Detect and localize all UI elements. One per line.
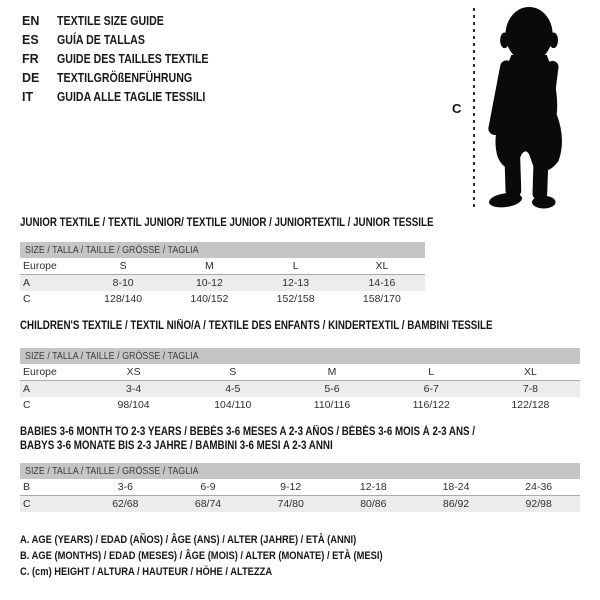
value-cell: 7-8 [522,383,538,395]
row-label-cell: B [23,481,31,493]
value-cell: 122/128 [511,399,550,411]
value-cell: L [292,260,299,272]
table-row [20,258,425,275]
value-cell: 24-36 [525,481,553,493]
babies-table-title-line2: BABYS 3-6 MONATE BIS 2-3 JAHRE / BAMBINI 3-6 MESI A 2-3 ANNI [20,439,333,452]
value-cell: 152/158 [276,293,315,305]
junior-table-title-text: JUNIOR TEXTILE / TEXTIL JUNIOR/ TEXTILE JUNIOR / JUNIORTEXTIL / JUNIOR TESSILE [20,217,434,229]
value-cell: L [428,366,435,378]
note-age-months-text: B. AGE (MONTHS) / EDAD (MESES) / ÂGE (MOIS) / ALTER (MONATE) / ETÀ (MESI) [20,550,383,562]
table-row [20,291,425,307]
value-cell: 98/104 [117,399,150,411]
height-measure-line [473,8,475,208]
lang-row-de [22,69,235,88]
measurement-notes [20,532,447,580]
children-size-table [20,348,580,413]
value-cell: 68/74 [194,498,222,510]
babies-size-table [20,463,580,512]
baby-silhouette-icon [478,4,588,210]
children-table-title-text: CHILDREN'S TEXTILE / TEXTIL NIÑO/A / TEXTILE DES ENFANTS / KINDERTEXTIL / BAMBINI TESSILE [20,320,493,332]
value-cell: 92/98 [525,498,552,510]
value-cell: 3-4 [126,383,142,395]
value-cell: S [229,366,237,378]
note-age-months [20,548,447,564]
value-cell: 74/80 [277,498,304,510]
value-cell: 3-6 [117,481,133,493]
value-cell: M [205,260,214,272]
note-height-cm-text: C. (cm) HEIGHT / ALTURA / HAUTEUR / HÖHE / ALTEZZA [20,566,273,578]
table-size-header: SIZE / TALLA / TAILLE / GRÖSSE / TAGLIA [20,242,425,258]
table-row [20,496,580,512]
row-label-cell: C [23,293,31,305]
row-label-cell: A [23,277,31,289]
value-cell: 14-16 [368,277,396,289]
value-cell: 6-7 [423,383,439,395]
value-cell: 10-12 [195,277,223,289]
lang-row-fr [22,50,235,69]
row-label-cell: Europe [23,260,57,272]
row-label-cell: C [23,399,31,411]
language-title-list [22,12,235,107]
row-label-cell: A [23,383,31,395]
value-cell: 128/140 [104,293,143,305]
junior-size-table [20,242,425,307]
note-age-years [20,532,447,548]
table-size-header: SIZE / TALLA / TAILLE / GRÖSSE / TAGLIA [20,348,580,364]
value-cell: 110/116 [313,399,351,411]
table-row [20,275,425,291]
note-height-cm [20,564,447,580]
value-cell: 80/86 [360,498,387,510]
table-row [20,381,580,397]
lang-code: EN [22,14,40,28]
lang-row-es [22,31,235,50]
babies-table-title-line1: BABIES 3-6 MONTH TO 2-3 YEARS / BEBÉS 3-6 MESES A 2-3 AÑOS / BÉBÉS 3-6 MOIS À 2-3 ANS / [20,426,476,438]
lang-code: ES [22,33,39,47]
lang-code: FR [22,52,39,66]
lang-code: IT [22,90,34,104]
value-cell: 9-12 [280,481,302,493]
row-label-cell: Europe [23,366,57,378]
children-table-title [20,320,576,334]
height-measure-label: C [452,101,462,116]
lang-row-en [22,12,235,31]
table-row [20,479,580,496]
value-cell: XL [375,260,389,272]
value-cell: 158/170 [362,293,401,305]
value-cell: 116/122 [412,399,450,411]
row-label-cell: C [23,498,31,510]
babies-table-title [20,426,555,453]
lang-label: TEXTILGRÖßENFÜHRUNG [57,71,193,85]
value-cell: 62/68 [112,498,139,510]
value-cell: 18-24 [442,481,470,493]
value-cell: S [119,260,127,272]
value-cell: 86/92 [442,498,470,510]
value-cell: 104/110 [214,399,252,411]
value-cell: 12-18 [359,481,387,493]
table-row [20,364,580,381]
note-age-years-text: A. AGE (YEARS) / EDAD (AÑOS) / ÂGE (ANS) / ALTER (JAHRE) / ETÀ (ANNI) [20,534,357,546]
value-cell: 12-13 [282,277,310,289]
value-cell: M [327,366,337,378]
value-cell: 4-5 [225,383,241,395]
junior-table-title [20,217,506,231]
table-size-header: SIZE / TALLA / TAILLE / GRÖSSE / TAGLIA [20,463,580,479]
value-cell: 140/152 [190,293,229,305]
value-cell: 6-9 [200,481,216,493]
lang-label: GUIDE DES TAILLES TEXTILE [57,52,209,66]
value-cell: 5-6 [324,383,340,395]
table-row [20,397,580,413]
lang-label: GUÍA DE TALLAS [57,33,145,47]
lang-label: TEXTILE SIZE GUIDE [57,14,164,28]
lang-label: GUIDA ALLE TAGLIE TESSILI [57,90,206,104]
lang-row-it [22,88,235,107]
value-cell: XL [523,366,537,378]
lang-code: DE [22,71,40,85]
value-cell: XS [126,366,141,378]
value-cell: 8-10 [112,277,134,289]
